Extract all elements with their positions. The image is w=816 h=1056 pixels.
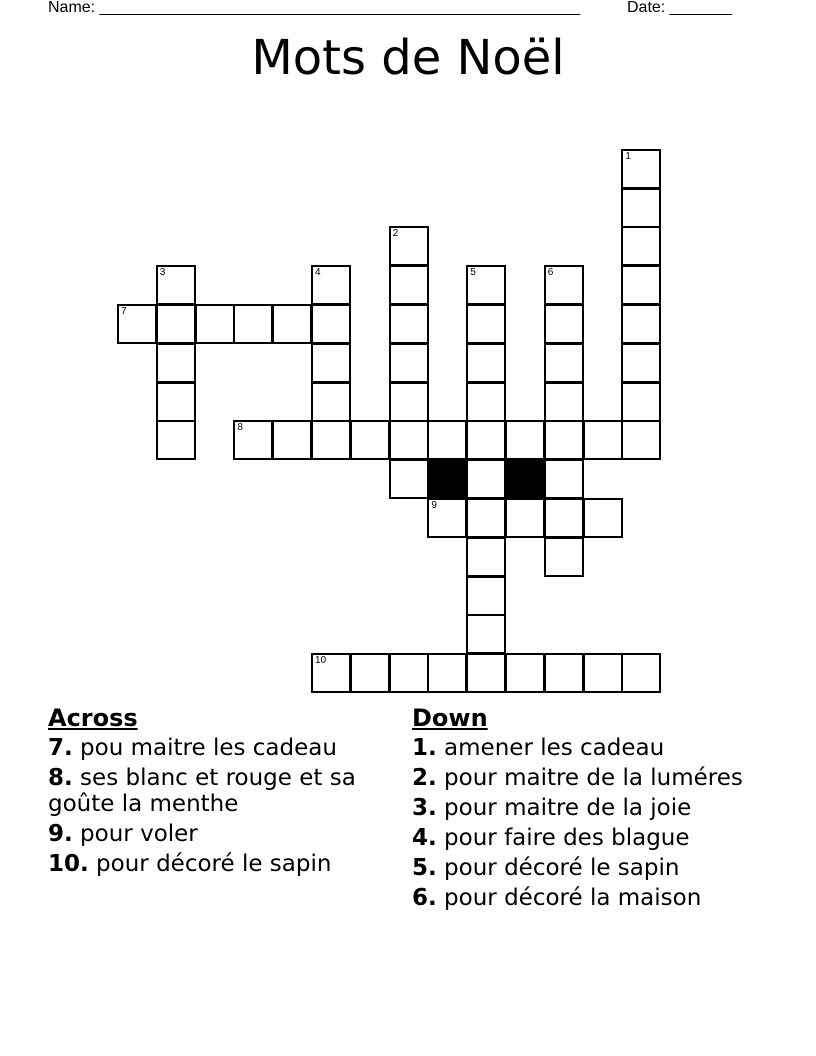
grid-cell[interactable] xyxy=(621,653,661,693)
clue-number: 6. xyxy=(412,885,437,911)
grid-cell[interactable] xyxy=(311,420,351,460)
grid-cell[interactable] xyxy=(505,653,545,693)
name-field-line[interactable]: Name: ______________________________________________________ xyxy=(48,0,581,16)
grid-cell[interactable] xyxy=(621,226,661,266)
grid-cell[interactable] xyxy=(621,304,661,344)
grid-cell[interactable] xyxy=(544,304,584,344)
grid-cell[interactable] xyxy=(544,265,584,305)
grid-cell[interactable] xyxy=(195,304,235,344)
grid-cell[interactable] xyxy=(311,343,351,383)
grid-cell[interactable] xyxy=(466,459,506,499)
clue-number: 4. xyxy=(412,825,437,851)
clue-number: 10. xyxy=(48,851,89,877)
cell-number: 10 xyxy=(315,655,327,667)
grid-cell[interactable] xyxy=(233,420,273,460)
grid-cell[interactable] xyxy=(621,382,661,422)
grid-cell[interactable] xyxy=(389,382,429,422)
grid-cell[interactable] xyxy=(583,653,623,693)
clue-text: pou maitre les cadeau xyxy=(72,735,337,761)
grid-cell[interactable] xyxy=(311,382,351,422)
cell-number: 3 xyxy=(159,267,166,279)
down-clue xyxy=(412,795,792,821)
grid-cell[interactable] xyxy=(621,188,661,228)
black-cell xyxy=(427,459,467,499)
grid-cell[interactable] xyxy=(466,653,506,693)
grid-cell[interactable] xyxy=(427,498,467,538)
clue-text: amener les cadeau xyxy=(436,735,665,761)
grid-cell[interactable] xyxy=(117,304,157,344)
clue-text: pour décoré le sapin xyxy=(88,851,332,877)
grid-cell[interactable] xyxy=(505,420,545,460)
grid-cell[interactable] xyxy=(466,304,506,344)
down-clue xyxy=(412,885,792,911)
grid-cell[interactable] xyxy=(350,420,390,460)
grid-cell[interactable] xyxy=(583,498,623,538)
grid-cell[interactable] xyxy=(544,420,584,460)
grid-cell[interactable] xyxy=(466,537,506,577)
grid-cell[interactable] xyxy=(621,420,661,460)
grid-cell[interactable] xyxy=(583,420,623,460)
clue-text: pour décoré le sapin xyxy=(436,855,680,881)
grid-cell[interactable] xyxy=(311,653,351,693)
clue-number: 2. xyxy=(412,765,437,791)
grid-cell[interactable] xyxy=(389,420,429,460)
grid-cell[interactable] xyxy=(311,304,351,344)
across-heading: Across xyxy=(48,704,138,732)
grid-cell[interactable] xyxy=(621,149,661,189)
date-field-line[interactable]: Date: _______ xyxy=(627,0,732,16)
cell-number: 9 xyxy=(431,500,437,511)
across-clue xyxy=(48,735,388,761)
grid-cell[interactable] xyxy=(156,304,196,344)
grid-cell[interactable] xyxy=(466,343,506,383)
grid-cell[interactable] xyxy=(272,304,312,344)
grid-cell[interactable] xyxy=(350,653,390,693)
grid-cell[interactable] xyxy=(427,653,467,693)
clue-number: 9. xyxy=(48,821,73,847)
grid-cell[interactable] xyxy=(272,420,312,460)
across-clues xyxy=(48,703,388,881)
cell-number: 7 xyxy=(121,306,127,317)
grid-cell[interactable] xyxy=(156,420,196,460)
grid-cell[interactable] xyxy=(389,304,429,344)
grid-cell[interactable] xyxy=(389,343,429,383)
grid-cell[interactable] xyxy=(544,459,584,499)
grid-cell[interactable] xyxy=(389,226,429,266)
across-clue xyxy=(48,851,388,877)
down-clue xyxy=(412,855,792,881)
grid-cell[interactable] xyxy=(389,459,429,499)
grid-cell[interactable] xyxy=(466,614,506,654)
clue-text: pour faire des blague xyxy=(436,825,690,851)
cell-number: 5 xyxy=(470,267,476,279)
across-clue-list xyxy=(48,735,388,877)
cell-number: 4 xyxy=(315,267,321,279)
grid-cell[interactable] xyxy=(544,653,584,693)
clue-number: 3. xyxy=(412,795,437,821)
cell-number: 2 xyxy=(392,228,399,240)
clue-text: pour décoré la maison xyxy=(436,885,702,911)
grid-cell[interactable] xyxy=(233,304,273,344)
cell-number: 6 xyxy=(547,267,554,279)
clue-number: 8. xyxy=(48,765,73,791)
grid-cell[interactable] xyxy=(389,265,429,305)
down-clues xyxy=(412,703,792,915)
grid-cell[interactable] xyxy=(156,265,196,305)
clue-text: pour voler xyxy=(72,821,198,847)
grid-cell[interactable] xyxy=(466,265,506,305)
down-clue-list xyxy=(412,735,792,911)
grid-cell[interactable] xyxy=(505,498,545,538)
across-clue xyxy=(48,765,388,817)
down-clue xyxy=(412,825,792,851)
grid-cell[interactable] xyxy=(156,343,196,383)
clue-number: 5. xyxy=(412,855,437,881)
grid-cell[interactable] xyxy=(544,382,584,422)
down-heading: Down xyxy=(412,704,488,732)
black-cell xyxy=(505,459,545,499)
grid-cell[interactable] xyxy=(466,576,506,616)
grid-cell[interactable] xyxy=(156,382,196,422)
grid-cell[interactable] xyxy=(621,265,661,305)
clue-text: ses blanc et rouge et sa goûte la menthe xyxy=(48,765,356,817)
grid-cell[interactable] xyxy=(621,343,661,383)
cell-number: 8 xyxy=(237,422,243,434)
grid-cell[interactable] xyxy=(311,265,351,305)
grid-cell[interactable] xyxy=(466,498,506,538)
grid-cell[interactable] xyxy=(544,537,584,577)
grid-cell[interactable] xyxy=(389,653,429,693)
grid-cell[interactable] xyxy=(544,343,584,383)
clue-text: pour maitre de la luméres xyxy=(436,765,743,791)
grid-cell[interactable] xyxy=(427,420,467,460)
clue-number: 7. xyxy=(48,735,73,761)
cell-number: 1 xyxy=(625,150,631,162)
grid-cell[interactable] xyxy=(544,498,584,538)
down-clue xyxy=(412,765,792,791)
clue-text: pour maitre de la joie xyxy=(436,795,692,821)
across-clue xyxy=(48,821,388,847)
page-title: Mots de Noël xyxy=(251,30,565,86)
grid-cell[interactable] xyxy=(466,420,506,460)
down-clue xyxy=(412,735,792,761)
grid-cell[interactable] xyxy=(466,382,506,422)
clue-number: 1. xyxy=(412,735,437,761)
